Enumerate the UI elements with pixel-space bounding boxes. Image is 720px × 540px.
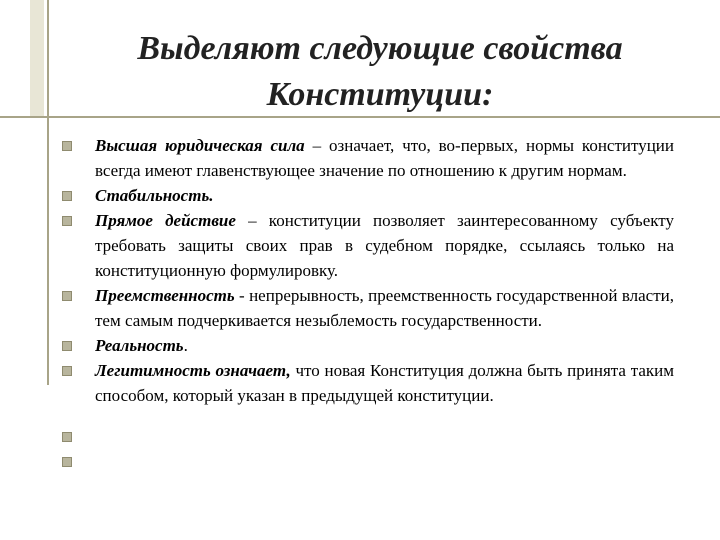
item-text: что новая Конституция должна быть принята таким способом, который указан в предыдущей конституции. [95, 361, 674, 405]
item-term: Прямое действие [95, 211, 236, 230]
list-item [62, 133, 674, 183]
list-item-empty [62, 449, 674, 474]
item-term: Преемственность [95, 286, 235, 305]
decorative-block [30, 0, 44, 116]
square-bullet-icon [62, 291, 72, 301]
decorative-vertical-line [47, 0, 49, 385]
list-item [62, 183, 674, 208]
square-bullet-icon [62, 216, 72, 226]
square-bullet-icon [62, 432, 72, 442]
item-text: . [183, 336, 188, 355]
item-term: Высшая юридическая сила [95, 136, 305, 155]
list-item [62, 208, 674, 283]
item-text: – означает, что, во-первых, нормы конституции всегда имеют главенствующее значение по отношению к другим нормам. [95, 136, 674, 180]
square-bullet-icon [62, 191, 72, 201]
properties-list [62, 133, 674, 474]
list-item-empty [62, 424, 674, 449]
item-text: - непрерывность, преемственность государственной власти, тем самым подчеркивается незыблемость государственности. [95, 286, 674, 330]
slide-title-line-1: Выделяют следующие свойства [137, 30, 623, 67]
list-item [62, 358, 674, 408]
square-bullet-icon [62, 457, 72, 467]
item-term: Легитимность означает, [95, 361, 291, 380]
square-bullet-icon [62, 141, 72, 151]
item-term: Стабильность. [95, 186, 214, 205]
square-bullet-icon [62, 366, 72, 376]
list-item [62, 283, 674, 333]
item-term: Реальность [95, 336, 184, 355]
list-item [62, 333, 674, 358]
item-text: – конституции позволяет заинтересованному субъекту требовать защиты своих прав в судебном порядке, ссылаясь только на конституционную формулировку. [95, 211, 674, 280]
slide-title [60, 26, 700, 118]
square-bullet-icon [62, 341, 72, 351]
slide-title-line-2: Конституции: [266, 76, 494, 113]
